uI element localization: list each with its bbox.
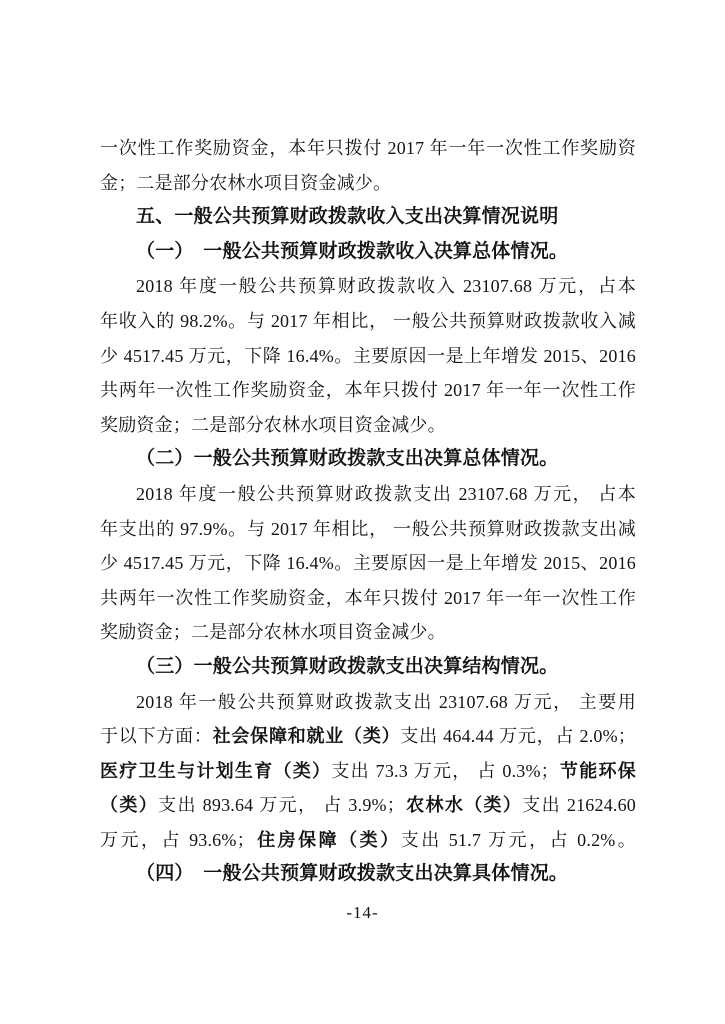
text-segment: 一次性工作奖励资金，本年只拨付 2017 年一年一次性工作奖励资 [100, 138, 636, 158]
text-segment: 支出 73.3 万元， 占 0.3%； [331, 760, 559, 781]
text-segment: 五、一般公共预算财政拨款收入支出决算情况说明 [136, 206, 559, 228]
body-text-line [100, 408, 636, 443]
text-segment: 金；二是部分农林水项目资金减少。 [100, 172, 392, 193]
text-segment: 2018 年一般公共预算财政拨款支出 23107.68 万元， 主要用 [136, 691, 636, 712]
text-segment: 少 4517.45 万元，下降 16.4%。主要原因一是上年增发 2015、2016 [100, 345, 636, 366]
body-text-line [100, 304, 636, 339]
body-text-line [100, 373, 636, 408]
section-heading [100, 200, 636, 235]
section-heading [100, 650, 636, 685]
text-segment: （一） 一般公共预算财政拨款收入决算总体情况。 [136, 240, 569, 262]
body-text-line [100, 615, 636, 650]
text-segment: 奖励资金；二是部分农林水项目资金减少。 [100, 414, 446, 435]
body-text-line [100, 269, 636, 304]
text-segment: 2018 年度一般公共预算财政拨款收入 23107.68 万元，占本 [136, 276, 636, 297]
text-segment: 共两年一次性工作奖励资金，本年只拨付 2017 年一年一次性工作 [100, 380, 636, 401]
text-segment: 医疗卫生与计划生育（类） [100, 760, 332, 781]
body-text-line [100, 166, 636, 201]
section-heading [100, 857, 636, 892]
section-heading [100, 235, 636, 270]
text-segment: 支出 51.7 万元，占 0.2%。 [400, 829, 636, 850]
text-segment: 少 4517.45 万元，下降 16.4%。主要原因一是上年增发 2015、2016 [100, 553, 636, 574]
text-segment: （二）一般公共预算财政拨款支出决算总体情况。 [136, 448, 559, 470]
body-text-line [100, 685, 636, 720]
body-text-line [100, 719, 636, 754]
text-segment: 年支出的 97.9%。与 2017 年相比， 一般公共预算财政拨款支出减 [100, 518, 636, 539]
body-text-line [100, 131, 636, 166]
text-segment: 于以下方面： [100, 726, 213, 747]
body-text-line [100, 339, 636, 374]
text-segment: 年收入的 98.2%。与 2017 年相比， 一般公共预算财政拨款收入减 [100, 310, 636, 331]
section-heading [100, 442, 636, 477]
text-segment: 支出 21624.60 [522, 795, 636, 816]
text-segment: （类） [100, 795, 159, 816]
body-text-line [100, 581, 636, 616]
text-segment: 万元，占 93.6%； [100, 829, 255, 850]
body-text-line [100, 512, 636, 547]
text-segment: 共两年一次性工作奖励资金，本年只拨付 2017 年一年一次性工作 [100, 587, 636, 608]
text-segment: （三）一般公共预算财政拨款支出决算结构情况。 [136, 655, 559, 677]
text-segment: 农林水（类） [404, 795, 523, 816]
body-text-line [100, 546, 636, 581]
text-segment: 节能环保 [558, 760, 636, 781]
text-segment: 奖励资金；二是部分农林水项目资金减少。 [100, 622, 446, 643]
text-segment: 社会保障和就业（类） [212, 726, 401, 747]
text-segment: （四） 一般公共预算财政拨款支出决算具体情况。 [136, 863, 569, 885]
body-text-line [100, 477, 636, 512]
body-text-line [100, 823, 636, 858]
document-body [100, 131, 636, 892]
body-text-line [100, 788, 636, 823]
text-segment: 2018 年度一般公共预算财政拨款支出 23107.68 万元， 占本 [136, 483, 636, 504]
text-segment: 支出 893.64 万元， 占 3.9%； [158, 795, 405, 816]
page-number: -14- [346, 903, 379, 922]
text-segment: 住房保障（类） [254, 829, 401, 850]
body-text-line [100, 754, 636, 789]
text-segment: 支出 464.44 万元，占 2.0%； [400, 726, 636, 747]
